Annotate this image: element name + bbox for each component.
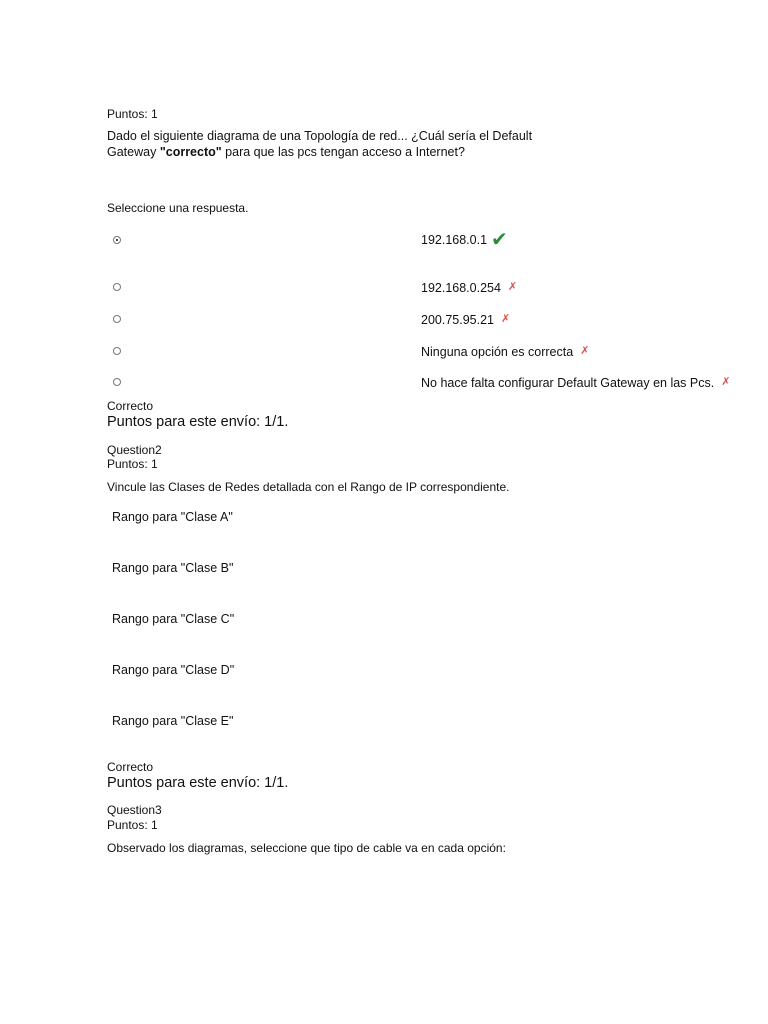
q2-question-text: Vincule las Clases de Redes detallada con el Rango de IP correspondiente. (107, 480, 510, 494)
q1-option-3-label: 200.75.95.21 (421, 313, 494, 327)
q1-score: Puntos para este envío: 1/1. (107, 414, 289, 430)
q3-title: Question3 (107, 803, 162, 817)
q1-question-text (107, 128, 577, 160)
q3-points: Puntos: 1 (107, 818, 158, 832)
q1-option-3-radio[interactable] (113, 315, 121, 323)
q1-option-1-label: 192.168.0.1 (421, 233, 488, 247)
q1-option-2 (421, 280, 517, 296)
q2-match-item-a: Rango para "Clase A" (112, 510, 233, 524)
q1-option-2-label: 192.168.0.254 (421, 281, 501, 295)
q1-text-bold: "correcto" (159, 145, 222, 159)
q2-match-item-b: Rango para "Clase B" (112, 561, 234, 575)
q2-match-item-e: Rango para "Clase E" (112, 714, 234, 728)
cross-icon: ✗ (501, 313, 511, 325)
q1-option-1 (421, 229, 508, 251)
q1-option-5 (421, 375, 730, 391)
q2-match-item-c: Rango para "Clase C" (112, 612, 235, 626)
q1-option-5-label: No hace falta configurar Default Gateway en las Pcs. (421, 376, 715, 390)
q2-result: Correcto (107, 760, 154, 774)
q1-option-2-radio[interactable] (113, 283, 121, 291)
q1-option-4-radio[interactable] (113, 347, 121, 355)
cross-icon: ✗ (721, 376, 731, 388)
q2-score: Puntos para este envío: 1/1. (107, 775, 289, 791)
q1-text-end: para que las pcs tengan acceso a Internet? (221, 145, 465, 159)
q2-match-item-d: Rango para "Clase D" (112, 663, 235, 677)
check-icon: ✔ (491, 229, 508, 251)
q1-option-4-label: Ninguna opción es correcta (421, 345, 574, 359)
q1-select-prompt: Seleccione una respuesta. (107, 201, 249, 215)
q1-points: Puntos: 1 (107, 107, 158, 121)
q2-points: Puntos: 1 (107, 457, 158, 471)
q1-result: Correcto (107, 399, 154, 413)
q1-text-start: Dado el siguiente diagrama de una Topología de red... ¿Cuál sería el Default Gateway (107, 129, 533, 159)
q1-option-1-radio[interactable] (113, 236, 121, 244)
q1-option-5-radio[interactable] (113, 378, 121, 386)
q1-option-3 (421, 312, 510, 328)
q2-title: Question2 (107, 443, 162, 457)
q1-option-4 (421, 344, 589, 360)
q3-question-text: Observado los diagramas, seleccione que tipo de cable va en cada opción: (107, 841, 506, 855)
cross-icon: ✗ (580, 345, 590, 357)
cross-icon: ✗ (507, 281, 518, 293)
